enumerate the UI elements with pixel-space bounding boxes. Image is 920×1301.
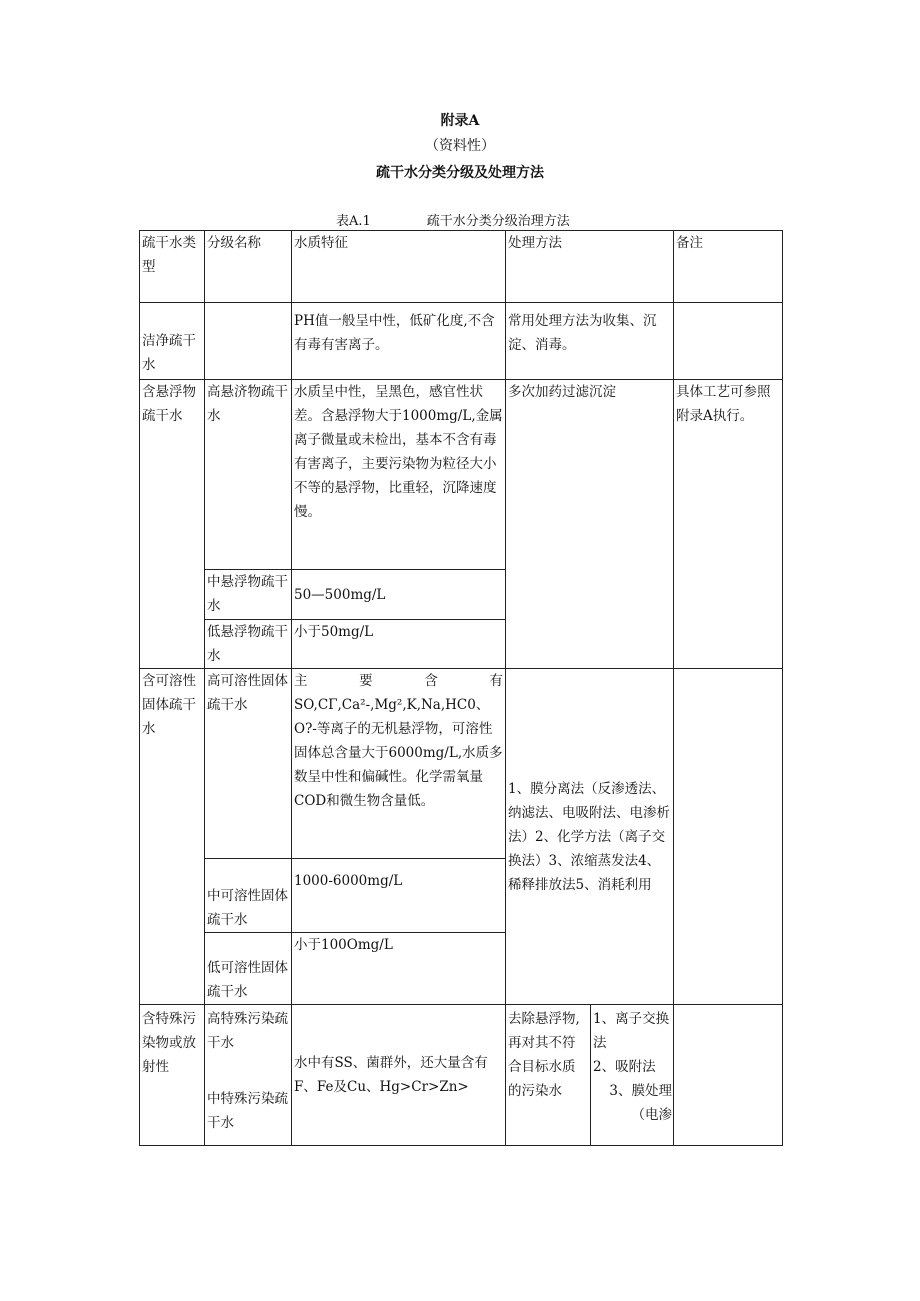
special-method-right-1: 1、离子交换法 xyxy=(593,1011,670,1051)
header-grade: 分级名称 xyxy=(205,231,292,303)
soluble-mid-name: 中可溶性固体疏干水 xyxy=(205,859,292,933)
classification-table xyxy=(139,230,783,1146)
header-row xyxy=(140,231,783,303)
special-high-name: 高特殊污染疏干水 xyxy=(207,1011,288,1051)
table-number: 表A.1 xyxy=(336,214,371,229)
table-row xyxy=(140,669,783,859)
header-type: 疏干水类型 xyxy=(140,231,205,303)
table-caption xyxy=(336,210,570,229)
header-remark: 备注 xyxy=(674,231,783,303)
special-remark xyxy=(674,1005,783,1146)
table-row xyxy=(140,380,783,570)
special-method-right-4: （电渗 xyxy=(631,1107,672,1123)
special-method-right-2: 2、吸附法 xyxy=(593,1059,656,1075)
appendix-nature: （资料性） xyxy=(425,138,495,154)
suspended-low-quality: 小于50mg/L xyxy=(292,620,506,669)
special-method-right xyxy=(591,1005,673,1145)
appendix-label: 附录A xyxy=(440,113,480,129)
soluble-remark xyxy=(674,669,783,1005)
special-method-right-3: 3、膜处理 xyxy=(609,1083,672,1099)
special-method-left: 去除悬浮物,再对其不符合目标水质的污染水 xyxy=(506,1005,591,1145)
special-quality: 水中有SS、菌群外，还大量含有F、Fe及Cu、Hg>Cr>Zn> xyxy=(292,1005,506,1146)
header-quality: 水质特征 xyxy=(292,231,506,303)
special-type: 含特殊污染物或放射性 xyxy=(140,1005,205,1146)
soluble-high-quality-line1: 主要含有 xyxy=(294,673,503,689)
soluble-mid-quality: 1000-6000mg/L xyxy=(292,859,506,933)
clean-grade xyxy=(205,303,292,380)
suspended-remark: 具体工艺可参照附录A执行。 xyxy=(674,380,783,669)
soluble-high-quality xyxy=(292,669,506,859)
soluble-high-name: 高可溶性固体疏干水 xyxy=(205,669,292,859)
suspended-low-name: 低悬浮物疏干水 xyxy=(205,620,292,669)
special-method xyxy=(506,1005,674,1146)
clean-quality: PH值一般呈中性，低矿化度,不含有毒有害离子。 xyxy=(292,303,506,380)
special-names xyxy=(205,1005,292,1146)
table-row xyxy=(140,1005,783,1146)
page-title: 疏干水分类分级及处理方法 xyxy=(376,165,544,181)
clean-type: 洁净疏干水 xyxy=(140,303,205,380)
clean-method: 常用处理方法为收集、沉淀、消毒。 xyxy=(506,303,674,380)
suspended-high-quality: 水质呈中性，呈黑色，感官性状差。含悬浮物大于1000mg/L,金属离子微量或未检出，基本不含有毒有害离子，主要污染物为粒径大小不等的悬浮物，比重轻，沉降速度慢。 xyxy=(292,380,506,570)
table-row xyxy=(140,303,783,380)
suspended-mid-quality: 50—500mg/L xyxy=(292,570,506,620)
soluble-high-quality-rest: SO,CΓ,Ca²-,Mg²,K,Na,HC0、O?-等离子的无机悬浮物，可溶性固体总含量大于6000mg/L,水质多数呈中性和偏碱性。化学需氧量COD和微生物含量低。 xyxy=(294,697,503,809)
special-mid-name: 中特殊污染疏干水 xyxy=(207,1091,288,1131)
soluble-type: 含可溶性固体疏干水 xyxy=(140,669,205,1005)
suspended-type: 含悬浮物疏干水 xyxy=(140,380,205,669)
header-method: 处理方法 xyxy=(506,231,674,303)
soluble-low-quality: 小于100Omg/L xyxy=(292,933,506,1005)
suspended-mid-name: 中悬浮物疏干水 xyxy=(205,570,292,620)
soluble-low-name: 低可溶性固体疏干水 xyxy=(205,933,292,1005)
suspended-method: 多次加药过滤沉淀 xyxy=(506,380,674,669)
suspended-high-name: 高悬济物疏干水 xyxy=(205,380,292,570)
soluble-method: 1、膜分离法（反渗透法、纳滤法、电吸附法、电渗析法）2、化学方法（离子交换法）3、浓缩蒸发法4、稀释排放法5、消耗利用 xyxy=(506,669,674,1005)
clean-remark xyxy=(674,303,783,380)
table-caption-text: 疏干水分类分级治理方法 xyxy=(426,214,570,229)
